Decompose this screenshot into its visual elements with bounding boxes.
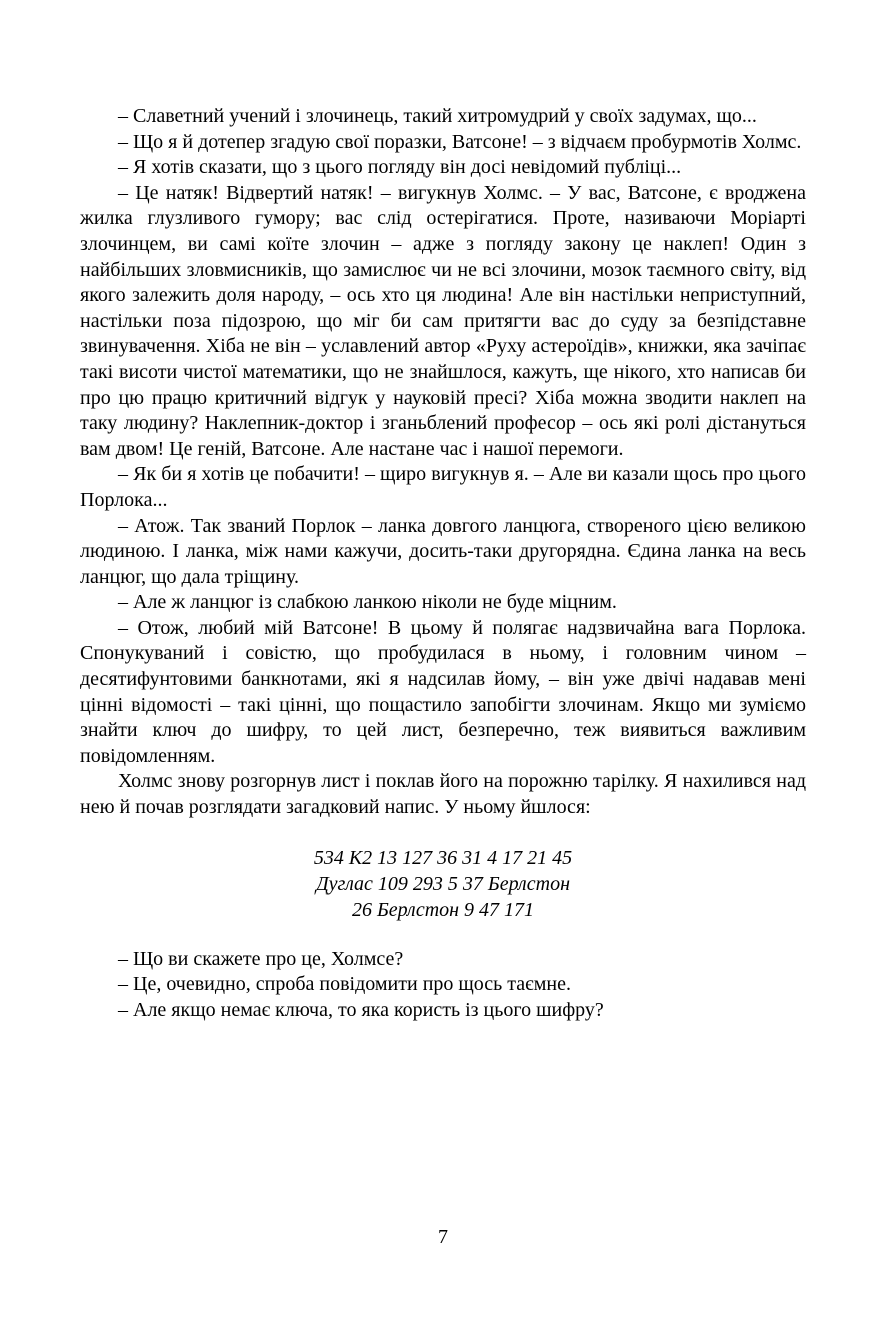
paragraph-dialogue: – Славетний учений і злочинець, такий хитромудрий у своїх задумах, що... — [118, 105, 757, 127]
paragraph-dialogue: – Отож, любий мій Ватсоне! В цьому й полягає надзвичайна вага Порлока. Спонукуваний і совістю, що пробудилася в ньому, і головним чином – десятифунтовими банкнотами, які я надсилав йому, – він уже двічі надавав мені цінні відомості – такі цінні, що пощастило запобігти злочинам. Якщо ми зуміємо знайти ключ до шифру, то цей лист, безперечно, теж виявиться важливим повідомленням. — [80, 616, 806, 767]
paragraph-dialogue: – Це, очевидно, спроба повідомити про щось таємне. — [118, 973, 571, 996]
paragraph-dialogue: – Це натяк! Відвертий натяк! – вигукнув Холмс. – У вас, Ватсоне, є вроджена жилка глузливого гумору; вас слід остерігатися. Проте, називаючи Моріарті злочинцем, ви самі коїте злочин – адже з погляду закону це наклеп! Один з найбільших зловмисників, що замислює чи не всі злочини, мозок таємного світу, від якого залежить доля народу, – ось хто ця людина! Але він настільки неприступний, настільки поза підозрою, що міг би сам притягти вас до суду за безпідставне звинувачення. Хіба не він – уславлений автор «Руху астероїдів», книжки, яка зачіпає такі висоти чистої математики, що не знайшлося, кажуть, ще нікого, хто написав би про цю працю критичний відгук у науковій пресі? Хіба можна зводити наклеп на таку людину? Наклепник-доктор і зганьблений професор – ось які ролі дістануться вам двом! Це геній, Ватсоне. Але настане час і нашої перемоги. — [80, 181, 806, 460]
page-number: 7 — [438, 1226, 448, 1248]
paragraph-narration: Холмс знову розгорнув лист і поклав його на порожню тарілку. Я нахилився над нею й почав розглядати загадковий напис. У ньому йшлося: — [80, 770, 806, 819]
cipher-line: Дуглас 109 293 5 37 Берлстон — [315, 872, 571, 895]
paragraph-dialogue: – Що ви скажете про це, Холмсе? — [118, 947, 404, 970]
paragraph-dialogue: – Я хотів сказати, що з цього погляду він досі невідомий публіці... — [118, 156, 682, 179]
page-text — [80, 104, 806, 1023]
paragraph-dialogue: – Що я й дотепер згадую свої поразки, Ватсоне! – з відчаєм пробурмотів Холмс. — [118, 130, 802, 153]
cipher-line: 534 К2 13 127 36 31 4 17 21 45 — [313, 846, 573, 869]
paragraph-dialogue: – Атож. Так званий Порлок – ланка довгого ланцюга, створеного цією великою людиною. І ланка, між нами кажучи, досить-таки другорядна. Єдина ланка на весь ланцюг, що дала тріщину. — [80, 514, 806, 588]
paragraph-dialogue: – Але ж ланцюг із слабкою ланкою ніколи не буде міцним. — [118, 591, 617, 614]
cipher-block — [80, 845, 806, 923]
paragraph-dialogue: – Як би я хотів це побачити! – щиро вигукнув я. – Але ви казали щось про цього Порлока... — [80, 463, 806, 511]
cipher-line: 26 Берлстон 9 47 171 — [351, 898, 535, 921]
paragraph-dialogue: – Але якщо немає ключа, то яка користь із цього шифру? — [118, 998, 604, 1021]
